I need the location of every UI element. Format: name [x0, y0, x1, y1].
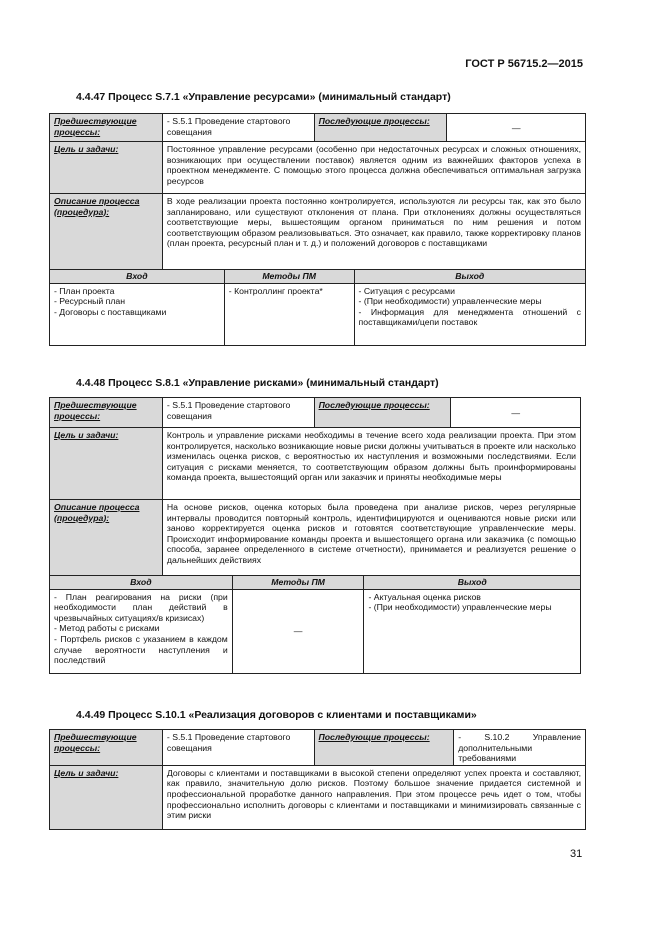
predecessor-value: - S.5.1 Проведение стартового совещания: [162, 114, 314, 142]
process-table-resources: [49, 113, 586, 346]
section-title: 4.4.47 Процесс S.7.1 «Управление ресурсами» (минимальный стандарт): [76, 91, 451, 103]
output-header: Выход: [364, 576, 581, 590]
description-text: На основе рисков, оценка которых была проведена при анализе рисков, через регулярные интервалы проводится повторный контроль, идентифицируются и оцениваются новые риски или заново корректируется оценка рисков и готовятся соответствующие управленческие меры. Происходит информирование команды проекта и вышестоящего органа или заказчика (с помощью способа, заранее определенного в системе отчетности), принимается и реализуется решение о дальнейших действиях: [162, 500, 580, 576]
output-header: Выход: [354, 270, 585, 284]
successor-value: - S.10.2 Управление дополнительными требованиями: [454, 730, 586, 766]
input-header: Вход: [50, 576, 233, 590]
predecessor-label: Предшествующие процессы:: [50, 730, 163, 766]
description-text: В ходе реализации проекта постоянно контролируется, используются ли ресурсы так, как это было запланировано, или существуют отклонения от плана. При отклонениях должны осуществляться соответствующие меры, вышестоящим органом приниматься по ним решения и потом соответствующим образом реализовываться. Это означает, как правило, также корректировку планов (план проекта, ресурсный план и т. д.) и положений договоров с поставщиками: [162, 194, 585, 270]
output-list: [354, 283, 585, 345]
list-item: - (При необходимости) управленческие меры: [368, 602, 552, 613]
goal-label: Цель и задачи:: [50, 142, 163, 194]
list-item: - Контроллинг проекта*: [228, 285, 323, 296]
page-header-standard: ГОСТ Р 56715.2—2015: [465, 58, 583, 70]
predecessor-value: - S.5.1 Проведение стартового совещания: [162, 730, 314, 766]
list-item: - План реагирования на риски (при необходимости план действий в чрезвычайных ситуациях/в кризисах): [54, 591, 228, 623]
list-item: - Ситуация с ресурсами: [358, 285, 455, 296]
process-table-contracts: [49, 729, 586, 830]
goal-label: Цель и задачи:: [50, 765, 163, 829]
description-label: Описание процесса (процедура):: [50, 194, 163, 270]
list-item: - Договоры с поставщиками: [54, 306, 167, 317]
list-item: —: [293, 626, 303, 637]
goal-text: Контроль и управление рисками необходимы в течение всего хода реализации проекта. При этом контролируется, насколько возникающие новые риски должны учитываться в проекте или насколько изменилась оценка рисков, с вероятностью их наступления и возможными последствиями. Если ситуация с рисками меняется, то соответствующим образом должны быть проинформированы команда проекта, вышестоящий орган или заказчик и приняты необходимые меры: [162, 428, 580, 500]
section-title: 4.4.49 Процесс S.10.1 «Реализация договоров с клиентами и поставщиками»: [76, 709, 477, 721]
methods-list: [232, 589, 364, 673]
predecessor-label: Предшествующие процессы:: [50, 114, 163, 142]
section-title: 4.4.48 Процесс S.8.1 «Управление рисками» (минимальный стандарт): [76, 377, 439, 389]
input-header: Вход: [50, 270, 225, 284]
methods-header: Методы ПМ: [232, 576, 364, 590]
goal-label: Цель и задачи:: [50, 428, 163, 500]
list-item: - Метод работы с рисками: [54, 623, 160, 634]
list-item: - План проекта: [54, 285, 115, 296]
process-table-risks: [49, 397, 581, 674]
goal-text: Постоянное управление ресурсами (особенно при недостаточных ресурсах и сложных отношениях, возникающих при осуществлении поставок) является одним из важнейших факторов успеха в проектном менеджменте. С помощью этого процесса должна обеспечиваться оптимальная загрузка ресурсов: [162, 142, 585, 194]
predecessor-label: Предшествующие процессы:: [50, 398, 163, 428]
list-item: - Ресурсный план: [54, 296, 126, 307]
methods-list: [224, 283, 354, 345]
methods-header: Методы ПМ: [224, 270, 354, 284]
successor-label: Последующие процессы:: [314, 730, 454, 766]
output-list: [364, 589, 581, 673]
list-item: - Портфель рисков с указанием в каждом случае вероятности наступления и последствий: [54, 633, 228, 666]
successor-label: Последующие процессы:: [314, 398, 451, 428]
page-number: 31: [570, 848, 583, 860]
list-item: - Информация для менеджмента отношений с поставщиками/цепи поставок: [358, 306, 581, 328]
successor-value: —: [451, 398, 581, 428]
successor-value: —: [447, 114, 586, 142]
list-item: - Актуальная оценка рисков: [368, 591, 481, 602]
list-item: - (При необходимости) управленческие меры: [358, 296, 542, 307]
input-list: [50, 283, 225, 345]
successor-label: Последующие процессы:: [314, 114, 447, 142]
goal-text: Договоры с клиентами и поставщиками в высокой степени определяют успех проекта и составляют, как правило, значительную долю рисков. Поэтому большое значение придается системной и профессиональной проработке данного направления. При этом процессе речь идет о том, чтобы профессионально исполнить договоры с клиентами и поставщиками и минимизировать связанные с этим риски: [162, 765, 585, 829]
description-label: Описание процесса (процедура):: [50, 500, 163, 576]
predecessor-value: - S.5.1 Проведение стартового совещания: [162, 398, 314, 428]
input-list: [50, 589, 233, 673]
